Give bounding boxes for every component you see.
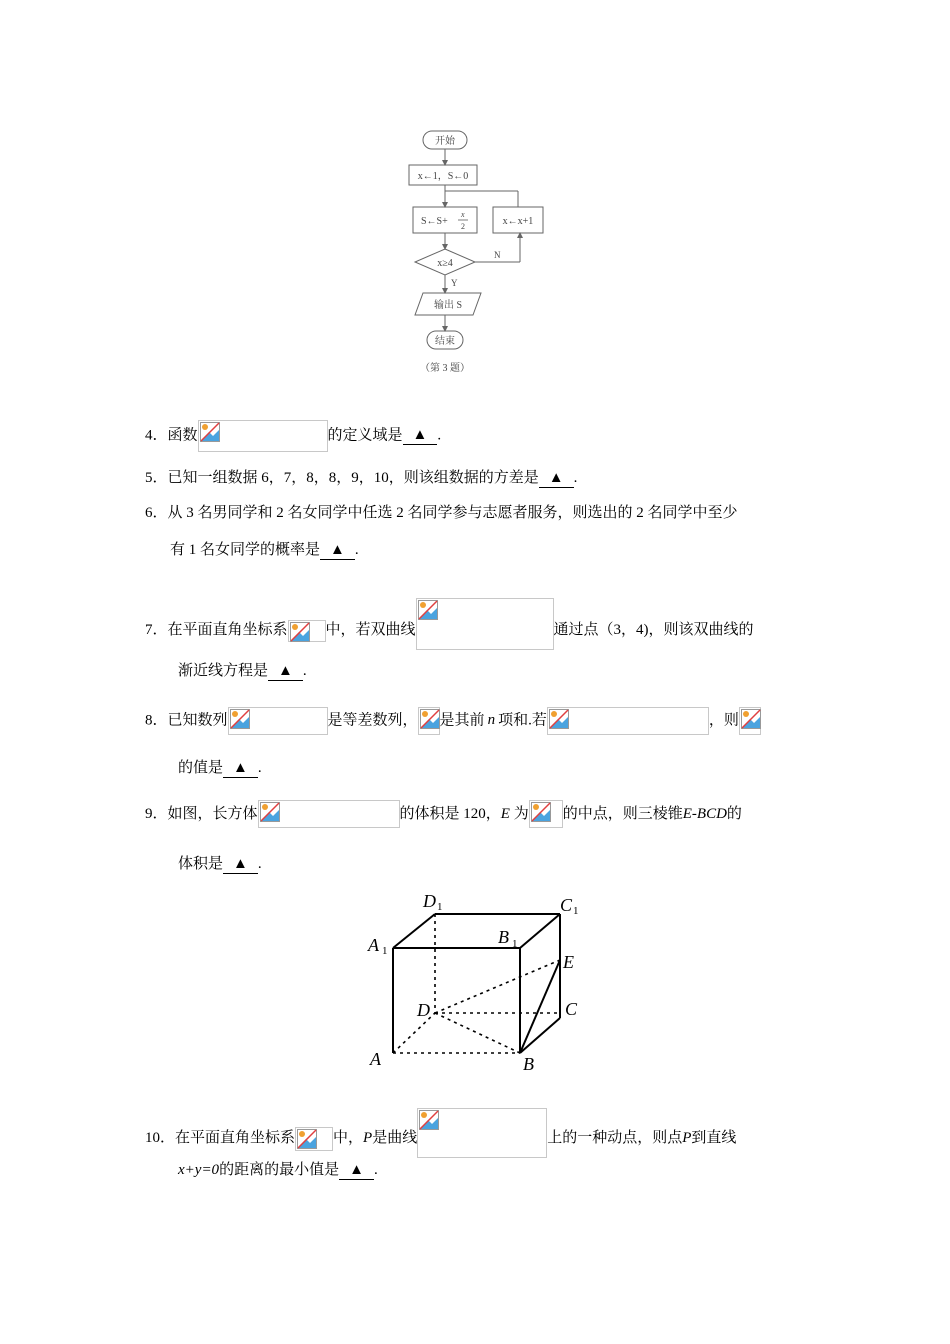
formula-image xyxy=(529,800,563,828)
broken-image-icon xyxy=(420,709,440,729)
question-text: 已知一组数据 6，7，8，8，9，10，则该组数据的方差是 xyxy=(167,470,539,486)
cube-label-A1: A xyxy=(368,935,379,955)
punctuation: . xyxy=(257,856,262,872)
formula-image xyxy=(417,1108,547,1158)
cube-subscript: 1 xyxy=(512,938,518,950)
cube-label-E: E xyxy=(563,952,574,972)
question-10-cont xyxy=(178,1160,378,1180)
flowchart-figure xyxy=(395,125,565,380)
answer-blank: ▲ xyxy=(223,855,258,874)
math-equation: x+y=0 xyxy=(178,1162,220,1178)
answer-blank: ▲ xyxy=(539,469,574,488)
question-text: 在平面直角坐标系 xyxy=(175,1130,296,1146)
question-text: 的值是 xyxy=(178,760,224,776)
flow-condition-label: x≥4 xyxy=(437,258,453,269)
broken-image-icon xyxy=(260,802,280,822)
formula-image xyxy=(416,598,554,650)
answer-blank: ▲ xyxy=(268,662,303,681)
cube-subscript: 1 xyxy=(437,901,443,913)
question-text: 是其前 xyxy=(439,712,485,729)
cube-subscript: 1 xyxy=(573,905,579,917)
flow-start-label: 开始 xyxy=(435,136,455,147)
math-variable: E-BCD xyxy=(682,806,727,822)
question-5 xyxy=(145,468,577,488)
broken-image-icon xyxy=(741,709,761,729)
question-text: 中， xyxy=(333,1130,364,1146)
question-6 xyxy=(145,503,738,523)
formula-image xyxy=(288,620,326,642)
question-text: 中，若双曲线 xyxy=(325,622,416,638)
flow-end-label: 结束 xyxy=(435,336,455,347)
question-text: 是等差数列， xyxy=(327,712,418,729)
question-text: 是曲线 xyxy=(372,1130,418,1146)
cube-label-B1: B xyxy=(498,927,509,947)
question-text: 体积是 xyxy=(178,856,224,872)
flow-no-label: N xyxy=(494,250,501,260)
formula-image xyxy=(198,420,328,452)
question-text: 的体积是 120， xyxy=(399,806,501,822)
question-8 xyxy=(145,707,761,735)
question-10 xyxy=(145,1108,736,1158)
cube-label-C1: C xyxy=(560,895,573,915)
question-text: 为 xyxy=(509,806,529,822)
cube-label-C: C xyxy=(565,999,578,1019)
punctuation: . xyxy=(302,663,307,679)
question-text: 到直线 xyxy=(691,1130,737,1146)
broken-image-icon xyxy=(230,709,250,729)
answer-blank: ▲ xyxy=(339,1161,374,1180)
formula-image xyxy=(547,707,709,735)
flow-assign-label: S←S+ xyxy=(421,216,448,227)
formula-image xyxy=(418,707,440,735)
question-7 xyxy=(145,598,754,650)
broken-image-icon xyxy=(549,709,569,729)
broken-image-icon xyxy=(418,600,438,620)
question-text: 的定义域是 xyxy=(327,427,403,444)
answer-blank: ▲ xyxy=(223,759,258,778)
flow-init-label: x←1，S←0 xyxy=(417,171,469,182)
formula-image xyxy=(295,1127,333,1151)
question-number: 7． xyxy=(145,622,168,638)
punctuation: . xyxy=(437,427,442,444)
question-8-cont xyxy=(178,758,262,778)
punctuation: . xyxy=(373,1162,378,1178)
cube-label-B: B xyxy=(523,1054,534,1073)
question-9-cont xyxy=(178,854,262,874)
formula-image xyxy=(739,707,761,735)
punctuation: . xyxy=(257,760,262,776)
flow-output-label: 输出 S xyxy=(433,300,463,311)
math-variable: P xyxy=(363,1130,373,1146)
question-9 xyxy=(145,800,742,828)
cuboid-figure xyxy=(365,888,595,1073)
punctuation: . xyxy=(354,542,359,558)
question-text: 如图，长方体 xyxy=(167,806,258,822)
formula-image xyxy=(258,800,400,828)
question-text: ，则 xyxy=(708,712,739,729)
math-variable: n xyxy=(487,712,496,729)
question-number: 6． xyxy=(145,505,168,521)
broken-image-icon xyxy=(200,422,220,442)
question-number: 8． xyxy=(145,712,168,729)
question-7-cont xyxy=(178,661,307,681)
flow-caption: （第 3 题） xyxy=(420,363,470,374)
question-text: 函数 xyxy=(167,427,198,444)
cube-label-A: A xyxy=(370,1049,381,1069)
cube-subscript: 1 xyxy=(382,945,388,957)
question-text: 项和.若 xyxy=(498,712,547,729)
math-variable: E xyxy=(500,806,510,822)
question-number: 4． xyxy=(145,427,168,444)
question-number: 10． xyxy=(145,1130,176,1146)
question-text: 的中点，则三棱锥 xyxy=(562,806,683,822)
broken-image-icon xyxy=(290,622,310,642)
answer-blank: ▲ xyxy=(403,426,438,445)
question-text: 上的一种动点，则点 xyxy=(547,1130,683,1146)
question-text: 的 xyxy=(726,806,742,822)
punctuation: . xyxy=(573,470,578,486)
flow-frac-den: 2 xyxy=(461,222,465,231)
question-6-cont xyxy=(170,540,359,560)
question-text: 在平面直角坐标系 xyxy=(167,622,288,638)
broken-image-icon xyxy=(531,802,551,822)
broken-image-icon xyxy=(419,1110,439,1130)
question-number: 5． xyxy=(145,470,168,486)
formula-image xyxy=(228,707,328,735)
question-text: 的距离的最小值是 xyxy=(219,1162,340,1178)
question-text: 通过点（3，4)，则该双曲线的 xyxy=(553,622,754,638)
flow-frac-num: x xyxy=(461,210,465,219)
question-number: 9． xyxy=(145,806,168,822)
flow-yes-label: Y xyxy=(451,278,458,288)
question-4 xyxy=(145,420,441,452)
broken-image-icon xyxy=(297,1129,317,1149)
answer-blank: ▲ xyxy=(320,541,355,560)
math-variable: P xyxy=(682,1130,692,1146)
flow-increment-label: x←x+1 xyxy=(502,216,534,227)
cube-label-D: D xyxy=(417,1000,430,1020)
cube-label-D1: D xyxy=(423,891,436,911)
question-text: 有 1 名女同学的概率是 xyxy=(170,542,321,558)
question-text: 渐近线方程是 xyxy=(178,663,269,679)
question-text: 从 3 名男同学和 2 名女同学中任选 2 名同学参与志愿者服务，则选出的 2 名同学中至少 xyxy=(167,505,738,521)
question-text: 已知数列 xyxy=(167,712,228,729)
